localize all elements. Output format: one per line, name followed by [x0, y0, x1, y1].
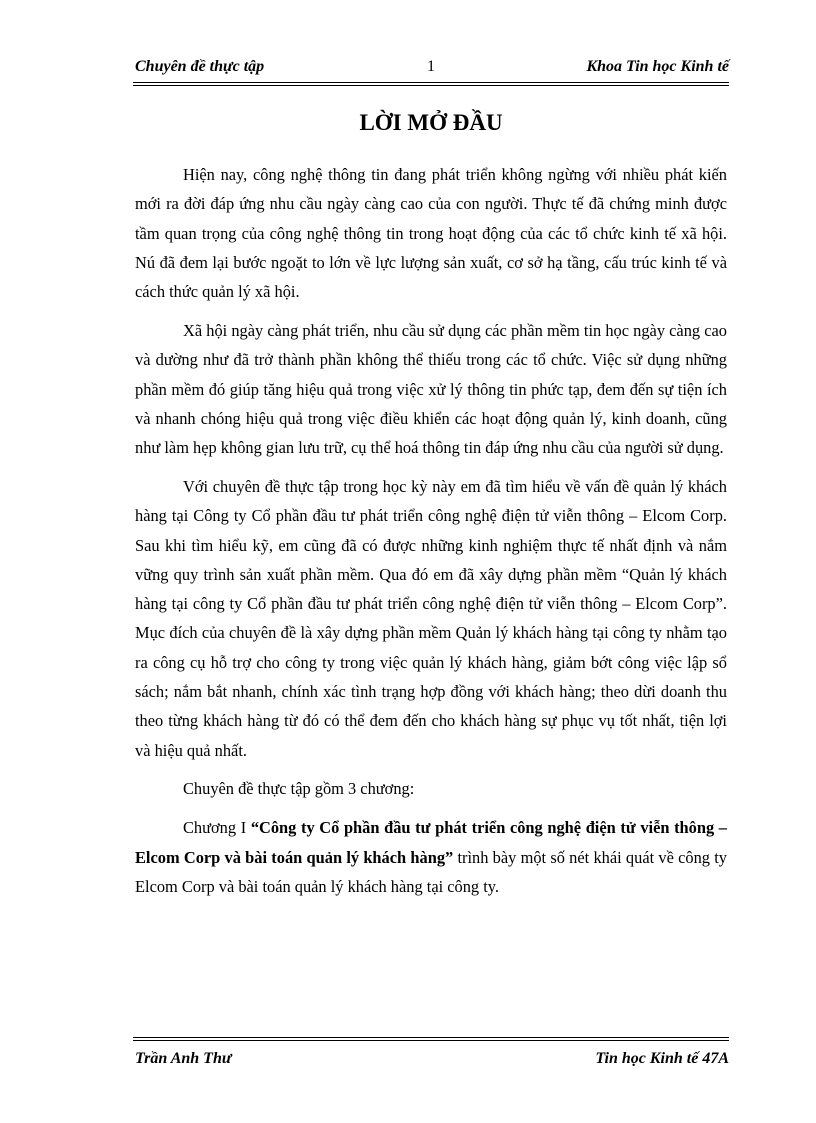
footer-rule-bottom — [133, 1040, 729, 1041]
header-report-type: Chuyên đề thực tập — [135, 58, 265, 75]
header-rule-top — [133, 82, 729, 83]
page-title: LỜI MỞ ĐẦU — [359, 110, 503, 135]
chapter-one-title: “Công ty Cổ phần đầu tư phát triển công nghệ điện tử viễn thông – Elcom Corp và bài toán quản lý khách hàng” — [135, 818, 728, 867]
page-header — [133, 58, 729, 80]
chapter-one-label: Chương I — [183, 818, 251, 838]
header-rule-bottom — [133, 85, 729, 86]
paragraph-chapter-one — [135, 813, 727, 901]
paragraph-intro: Hiện nay, công nghệ thông tin đang phát triển không ngừng với nhiều phát kiến mới ra đời đáp ứng nhu cầu ngày càng cao của con người. Thực tế đã chứng minh được tầm quan trọng của công nghệ thông tin trong hoạt động của các tổ chức kinh tế xã hội. Nú đã đem lại bước ngoặt to lớn về lực lượng sản xuất, cơ sở hạ tầng, cấu trúc kinh tế và cách thức quản lý xã hội. — [135, 165, 727, 302]
footer-author: Trần Anh Thư — [135, 1050, 232, 1067]
document-body — [135, 160, 727, 911]
page-number: 1 — [427, 58, 435, 75]
footer-rule-top — [133, 1037, 729, 1038]
paragraph-chapter-count: Chuyên đề thực tập gồm 3 chương: — [183, 779, 415, 799]
page-footer — [133, 1050, 729, 1074]
paragraph-software-need: Xã hội ngày càng phát triển, nhu cầu sử dụng các phần mềm tin học ngày càng cao và dường như đã trở thành phần không thể thiếu trong các tổ chức. Việc sử dụng những phần mềm đó giúp tăng hiệu quả trong việc xử lý thông tin phức tạp, đem đến sự tiện ích và nhanh chóng hiệu quả trong việc điều khiển các hoạt động quản lý, kinh doanh, cũng như làm hẹp không gian lưu trữ, cụ thể hoá thông tin đáp ứng nhu cầu của người sử dụng. — [135, 320, 727, 458]
chapter-one-description: trình bày một số nét khái quát về công ty Elcom Corp và bài toán quản lý khách hàng tại công ty. — [135, 847, 727, 896]
footer-class: Tin học Kinh tế 47A — [595, 1050, 729, 1067]
header-department: Khoa Tin học Kinh tế — [586, 58, 729, 75]
paragraph-project-purpose: Với chuyên đề thực tập trong học kỳ này em đã tìm hiểu về vấn đề quản lý khách hàng tại Công ty Cổ phần đầu tư phát triển công nghệ điện tử viễn thông – Elcom Corp. Sau khi tìm hiểu kỹ, em cũng đã có được những kinh nghiệm thực tế nhất định và nắm vững quy trình sản xuất phần mềm. Qua đó em đã xây dựng phần mềm “Quản lý khách hàng tại công ty Cổ phần đầu tư phát triển công nghệ điện tử viễn thông – Elcom Corp”. Mục đích của chuyên đề là xây dựng phần mềm Quản lý khách hàng tại công ty nhằm tạo ra công cụ hỗ trợ cho công ty trong việc quản lý khách hàng, giảm bớt công việc lập sổ sách; nắm bắt nhanh, chính xác tình trạng hợp đồng với khách hàng; theo dừi doanh thu theo từng khách hàng từ đó có thể đem đến cho khách hàng sự phục vụ tốt nhất, tiện lợi và hiệu quả nhất. — [135, 476, 727, 760]
